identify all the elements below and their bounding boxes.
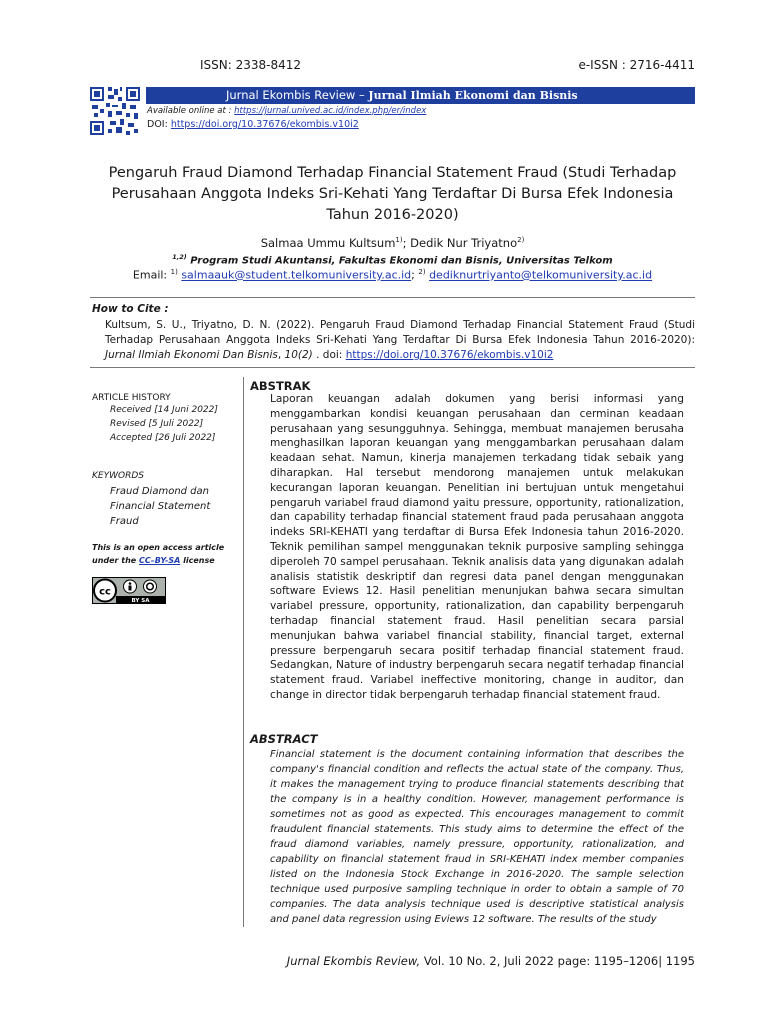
citation-vol-sep: , xyxy=(277,349,285,361)
email-label: Email: xyxy=(132,268,168,282)
license-suffix: license xyxy=(180,556,215,565)
journal-url-link[interactable]: https://jurnal.unived.ac.id/index.php/er/index xyxy=(234,106,427,116)
divider-mid xyxy=(90,367,695,368)
abstrak-text: Laporan keuangan adalah dokumen yang berisi informasi yang menggambarkan kondisi keuangan perusahaan dan cerminan keadaan perusahaan yang sesungguhnya. Sehingga, membuat manajemen berusaha menghasilkan laporan keuangan yang menggambarkan perusahaan dalam keadaan sehat. Namun, kinerja manajemen terkadang tidak sebaik yang diharapkan. Hal tersebut mendorong manajemen untuk melakukan kecurangan laporan keuangan. Penelitian ini bertujuan untuk mengetahui pengaruh variabel fraud diamond yaitu pressure, opportunity, rationalization, dan capability terhadap financial statement fraud pada perusahaan anggota indeks SRI-KEHATI yang terdaftar di Bursa Efek Indonesia tahun 2016-2020. Teknik pemilihan sampel menggunakan teknik purposive sampling sehingga diperoleh 70 sampel perusahaan. Teknik analisis data yang digunakan adalah analisis statistik deskriptif dan regresi data panel dengan menggunakan software Eviews 12. Hasil penelitian menunjukan bahwa secara simultan variabel pressure, opportunity, rationalization, dan capability berpengaruh terhadap financial statement fraud. Hasil penelitian secara parsial menunjukan bahwa variabel financial stability, financial target, external pressure berpengaruh secara positif terhadap financial statement fraud. Sedangkan, Nature of industry berpengaruh secara negatif terhadap financial statement fraud. Variabel ineffective monitoring, change in auditor, dan change in director tidak berpengaruh terhadap financial statement fraud. xyxy=(270,393,684,701)
received-date: Received [14 Juni 2022] xyxy=(110,405,218,415)
email-line xyxy=(90,268,695,282)
footer-journal: Jurnal Ekombis Review, xyxy=(286,954,421,968)
accepted-date: Accepted [26 Juli 2022] xyxy=(110,433,216,443)
affiliation-text: Program Studi Akuntansi, Fakultas Ekonomi dan Bisnis, Universitas Telkom xyxy=(190,255,613,267)
email-2-sup: 2) xyxy=(418,268,426,276)
journal-banner xyxy=(146,87,695,104)
abstract-heading: ABSTRACT xyxy=(250,732,318,746)
abstract-text: Financial statement is the document containing information that describes the company's financial condition and reflects the actual state of the company. Thus, it makes the management trying to produce financial statements describing that the company is in a healthy condition. However, management performance is sometimes not as good as expected. This encourages management to commit fraudulent financial statements. This study aims to determine the effect of the fraud diamond variables, namely pressure, opportunity, rationalization, and capability on financial statement fraud in SRI-KEHATI index member companies listed on the Indonesia Stock Exchange in 2016-2020. The sample selection technique used purposive sampling technique in order to obtain a sample of 70 companies. The data analysis technique used is descriptive statistical analysis and panel data regression using Eviews 12 software. The results of the study xyxy=(270,749,684,925)
how-to-cite-label: How to Cite : xyxy=(92,303,169,315)
doi-label: DOI: xyxy=(147,119,168,130)
email-1-sup: 1) xyxy=(170,268,178,276)
divider-top xyxy=(90,297,695,298)
email-sep: ; xyxy=(411,268,415,282)
journal-name: Jurnal Ekombis Review xyxy=(226,88,356,102)
keywords-label: KEYWORDS xyxy=(92,471,144,481)
citation-journal: Jurnal Ilmiah Ekonomi Dan Bisnis xyxy=(105,349,278,361)
email-1-link[interactable]: salmaauk@student.telkomuniversity.ac.id xyxy=(181,268,412,282)
article-history-label: ARTICLE HISTORY xyxy=(92,393,171,403)
issn: ISSN: 2338-8412 xyxy=(200,58,302,72)
cc-by-sa-logo[interactable] xyxy=(92,577,166,604)
citation xyxy=(105,318,695,363)
license-link[interactable]: CC–BY-SA xyxy=(139,556,181,565)
revised-date: Revised [5 Juli 2022] xyxy=(110,419,204,429)
page-footer xyxy=(90,954,695,968)
citation-doi-label: . doi: xyxy=(316,349,343,361)
author-sep: ; xyxy=(402,236,411,250)
doi-line xyxy=(147,119,359,130)
doi-link[interactable]: https://doi.org/10.37676/ekombis.v10i2 xyxy=(170,119,359,130)
abstrak-heading: ABSTRAK xyxy=(250,379,311,393)
author-1: Salmaa Ummu Kultsum xyxy=(260,236,396,250)
sidebar xyxy=(92,393,237,608)
email-2-link[interactable]: dediknurtriyanto@telkomuniversity.ac.id xyxy=(429,268,653,282)
journal-subtitle: Jurnal Ilmiah Ekonomi dan Bisnis xyxy=(368,89,578,102)
column-divider xyxy=(243,377,244,927)
author-1-sup: 1) xyxy=(395,236,403,245)
keywords: Fraud Diamond dan Financial Statement Fraud xyxy=(110,486,211,527)
open-access-note xyxy=(92,541,237,567)
available-online xyxy=(147,106,426,116)
cc-logo-text: BY SA xyxy=(131,598,150,604)
footer-details: Vol. 10 No. 2, Juli 2022 page: 1195–1206| 1195 xyxy=(420,954,695,968)
authors xyxy=(90,236,695,250)
affiliation xyxy=(90,253,695,266)
journal-dash: – xyxy=(355,88,369,102)
eissn: e-ISSN : 2716-4411 xyxy=(578,58,695,72)
citation-doi-link[interactable]: https://doi.org/10.37676/ekombis.v10i2 xyxy=(345,349,554,361)
citation-text: Kultsum, S. U., Triyatno, D. N. (2022). Pengaruh Fraud Diamond Terhadap Financial Statement Fraud (Studi Terhadap Perusahaan Anggota Indeks Sri-Kehati Yang Terdaftar Di Bursa Efek Indonesia Tahun 2016-2020): xyxy=(105,319,695,346)
svg-text:cc: cc xyxy=(99,586,111,598)
open-access-prefix: This is an open access article under the xyxy=(92,543,225,565)
available-label: Available online at : xyxy=(147,106,232,116)
paper-title: Pengaruh Fraud Diamond Terhadap Financial Statement Fraud (Studi Terhadap Perusahaan Anggota Indeks Sri-Kehati Yang Terdaftar Di Bursa Efek Indonesia Tahun 2016-2020) xyxy=(108,165,677,223)
citation-volume: 10(2) xyxy=(284,349,313,361)
qr-code-icon xyxy=(90,87,140,135)
author-2-sup: 2) xyxy=(517,236,525,245)
author-2: Dedik Nur Triyatno xyxy=(410,236,518,250)
affiliation-sup: 1,2) xyxy=(172,253,187,261)
